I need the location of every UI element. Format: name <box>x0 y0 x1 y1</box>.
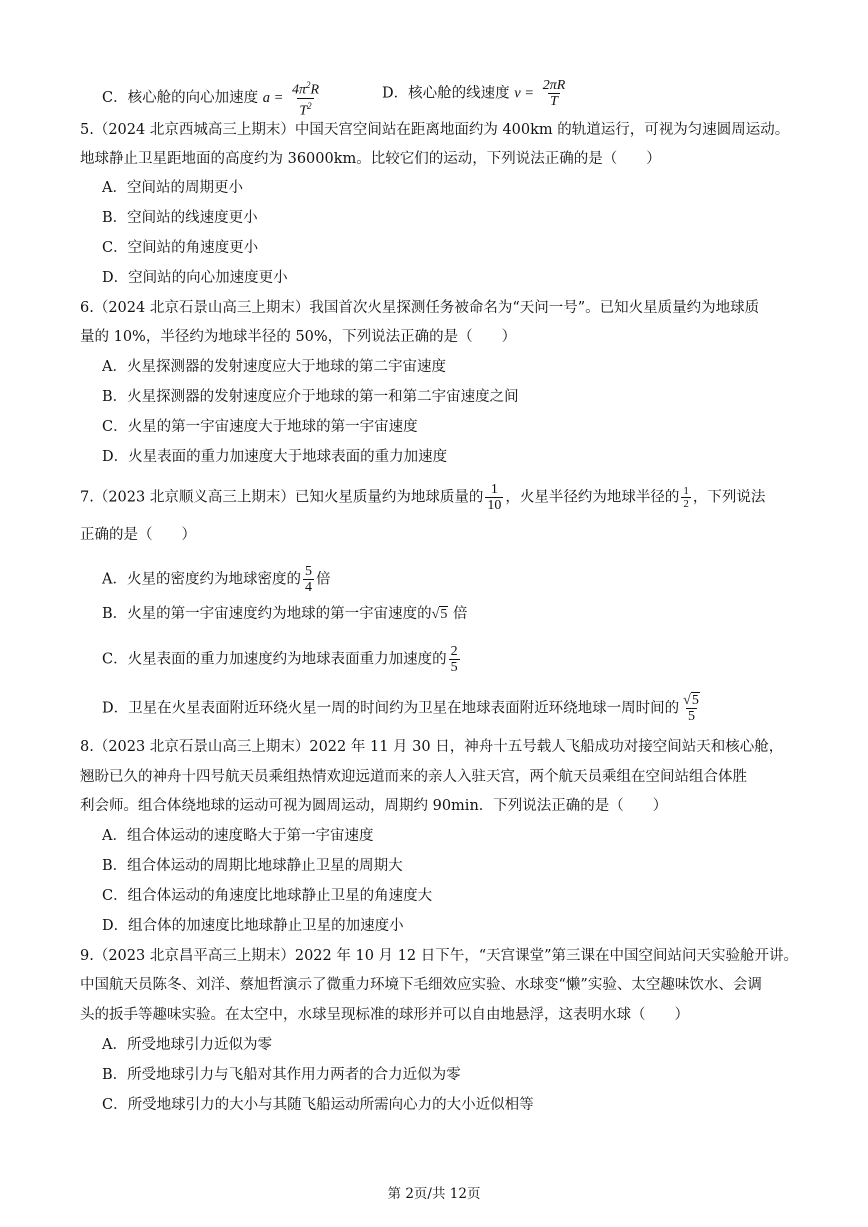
q7-fraction-mass <box>485 482 503 513</box>
q7-option-a-text: A．火星的密度约为地球密度的 <box>102 571 301 588</box>
q4-option-d-lhs: v = <box>514 85 535 102</box>
q7-option-a <box>102 564 330 595</box>
q7-option-b-text: B．火星的第一宇宙速度约为地球的第一宇宙速度的 <box>102 606 432 622</box>
q5-stem-line2: 地球静止卫星距地面的高度约为 36000km。比较它们的运动，下列说法正确的是（ ） <box>80 151 661 167</box>
q7d-radicand: 5 <box>691 693 699 708</box>
q6-stem-line1: 6.（2024 北京石景山高三上期末）我国首次火星探测任务被命名为“天问一号”。已知火星质量约为地球质 <box>80 300 760 316</box>
q4c-num-b: R <box>310 82 320 98</box>
q4-option-c <box>102 78 323 118</box>
q7-option-b <box>102 604 467 625</box>
q9-option-c: C．所受地球引力的大小与其随飞船运动所需向心力的大小近似相等 <box>102 1097 534 1113</box>
q7d-den: 5 <box>687 709 695 724</box>
q7-option-b-tail: 倍 <box>452 606 468 622</box>
q6-option-c: C．火星的第一宇宙速度大于地球的第一宇宙速度 <box>102 419 418 435</box>
q7a-num: 5 <box>304 564 312 579</box>
q7-option-a-fraction <box>303 564 314 595</box>
q7-frac2-num: 1 <box>683 485 689 497</box>
q8-stem-line1: 8.（2023 北京石景山高三上期末）2022 年 11 月 30 日，神舟十五号载人飞船成功对接空间站天和核心舱， <box>80 739 784 755</box>
q9-stem-line3: 头的扳手等趣味实验。在太空中，水球呈现标准的球形并可以自由地悬浮，这表明水球（ ） <box>80 1007 689 1023</box>
q6-stem-line2: 量的 10%，半径约为地球半径的 50%，下列说法正确的是（ ） <box>80 329 517 345</box>
q5-stem-line1: 5.（2024 北京西城高三上期末）中国天宫空间站在距离地面约为 400km 的轨道运行，可视为匀速圆周运动。 <box>80 122 790 138</box>
q4d-den: T <box>550 94 558 109</box>
q8-option-c: C．组合体运动的角速度比地球静止卫星的角速度大 <box>102 888 433 904</box>
q8-stem-line3: 利会师。组合体绕地球的运动可视为圆周运动，周期约 90min．下列说法正确的是（ ） <box>80 798 668 814</box>
q7-frac1-num: 1 <box>490 482 498 497</box>
q6-option-b: B．火星探测器的发射速度应介于地球的第一和第二宇宙速度之间 <box>102 389 519 405</box>
q7-option-d <box>102 693 704 724</box>
q7-stem-part1: 7.（2023 北京顺义高三上期末）已知火星质量约为地球质量的 <box>80 489 484 506</box>
q4c-den-sup: 2 <box>307 100 312 111</box>
page-number-footer: 第 2页/共 12页 <box>387 1186 481 1202</box>
q5-option-b: B．空间站的线速度更小 <box>102 210 258 226</box>
q4c-num-sup: 2 <box>306 80 311 90</box>
q7-option-b-sqrt: √5 <box>431 607 448 622</box>
q5-option-c: C．空间站的角速度更小 <box>102 240 259 256</box>
q9-option-b: B．所受地球引力与飞船对其作用力两者的合力近似为零 <box>102 1067 461 1083</box>
q7-stem-line1 <box>80 482 765 513</box>
q7-frac2-den: 2 <box>683 498 689 510</box>
q8-stem-line2: 翘盼已久的神舟十四号航天员乘组热情欢迎远道而来的亲人入驻天宫，两个航天员乘组在空间站组合体胜 <box>80 769 747 785</box>
q9-stem-line1: 9.（2023 北京昌平高三上期末）2022 年 10 月 12 日下午，“天宫课堂”第三课在中国空间站问天实验舱开讲。 <box>80 948 799 964</box>
q4-option-c-fraction <box>290 78 321 118</box>
q4-option-c-lhs: a = <box>262 90 284 107</box>
q9-stem-line2: 中国航天员陈冬、刘洋、蔡旭哲演示了微重力环境下毛细效应实验、水球变“懒”实验、太空趣味饮水、会调 <box>80 977 762 993</box>
q7-option-d-text: D．卫星在火星表面附近环绕火星一周的时间约为卫星在地球表面附近环绕地球一周时间的 <box>102 700 680 717</box>
q7-option-a-tail: 倍 <box>315 571 331 588</box>
q7-frac1-den: 10 <box>487 498 502 513</box>
q8-option-d: D．组合体的加速度比地球静止卫星的加速度小 <box>102 918 404 934</box>
q8-option-a: A．组合体运动的速度略大于第一宇宙速度 <box>102 828 374 844</box>
q4c-den-a: T <box>299 103 308 119</box>
q7-stem-part3: ，下列说法 <box>692 489 766 506</box>
q5-option-a: A．空间站的周期更小 <box>102 180 243 196</box>
q4-option-d-fraction <box>541 78 568 109</box>
q6-option-d: D．火星表面的重力加速度大于地球表面的重力加速度 <box>102 449 448 465</box>
q7c-num: 2 <box>450 644 458 659</box>
q4-option-d <box>382 78 569 109</box>
q7-fraction-radius <box>681 485 691 510</box>
q7-stem-line2: 正确的是（ ） <box>80 527 196 543</box>
q6-option-a: A．火星探测器的发射速度应大于地球的第二宇宙速度 <box>102 359 446 375</box>
q5-option-d: D．空间站的向心加速度更小 <box>102 270 288 286</box>
q7-stem-part2: ，火星半径约为地球半径的 <box>505 489 680 506</box>
q4-option-d-text: D．核心舱的线速度 <box>382 85 510 102</box>
q7c-den: 5 <box>450 660 458 675</box>
q7-option-c-fraction <box>449 644 460 675</box>
q7-option-d-fraction: $\frac{√5}{5}$ <box>683 693 699 724</box>
q4d-num: 2πR <box>542 78 566 93</box>
q7b-radicand: 5 <box>440 607 448 622</box>
q9-option-a: A．所受地球引力近似为零 <box>102 1037 272 1053</box>
q7a-den: 4 <box>304 580 312 595</box>
q8-option-b: B．组合体运动的周期比地球静止卫星的周期大 <box>102 858 403 874</box>
q7-option-c-text: C．火星表面的重力加速度约为地球表面重力加速度的 <box>102 651 447 668</box>
q4c-num-a: 4π <box>291 82 306 98</box>
q4-option-c-text: C．核心舱的向心加速度 <box>102 90 259 107</box>
q7-option-c <box>102 644 462 675</box>
